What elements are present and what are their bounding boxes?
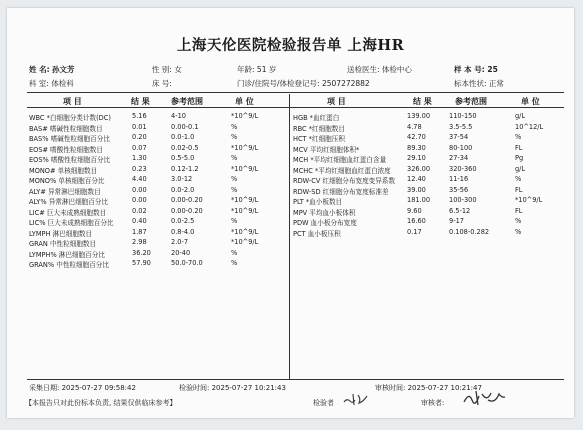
left-result-header: 结 果 (131, 97, 150, 106)
reference-range: 20-40 (171, 248, 191, 257)
test-result: 39.00 (407, 185, 426, 194)
table-top-rule (27, 92, 564, 93)
reference-range: 320-360 (449, 164, 477, 173)
reference-range: 50.0-70.0 (171, 259, 203, 267)
name-field (29, 64, 75, 75)
tester-label: 检验者 (313, 399, 334, 407)
test-unit: FL (515, 185, 523, 194)
specimen-field (454, 78, 504, 89)
table-row (293, 144, 565, 155)
test-result: 12.40 (407, 175, 426, 183)
reference-range: 0.5-5.0 (171, 154, 195, 162)
bed-field (152, 78, 172, 89)
test-name: MONO# 单核细胞数目 (29, 166, 98, 175)
review-time: 2025-07-27 10:21:47 (407, 384, 482, 392)
reference-range: 0.0-2.0 (171, 185, 195, 194)
test-unit: *10^9/L (231, 206, 259, 215)
lab-report-page (7, 8, 574, 418)
test-result: 1.87 (132, 227, 147, 236)
test-unit: % (231, 175, 238, 183)
table-row (29, 112, 287, 123)
test-result: 0.00 (132, 185, 147, 194)
table-row (29, 123, 287, 134)
specimen-value: 正常 (488, 79, 504, 88)
reference-range: 0.0-2.5 (171, 217, 195, 225)
test-name: LIC% 巨大未成熟细胞百分比 (29, 219, 114, 227)
test-result: 0.20 (132, 133, 147, 141)
test-time: 2025-07-27 10:21:43 (211, 384, 286, 392)
tester-signature (341, 390, 371, 412)
reference-range: 3.5-5.5 (449, 122, 473, 131)
test-name: EOS# 嗜酸性粒细胞数目 (29, 145, 103, 154)
test-unit: % (515, 227, 522, 236)
reference-range: 9-17 (449, 217, 464, 225)
test-name: PLT *血小板数目 (293, 198, 343, 206)
table-row (29, 186, 287, 197)
table-row (29, 217, 287, 228)
test-name: EOS% 嗜酸性粒细胞百分比 (29, 156, 111, 164)
test-name: LYMPH 淋巴细胞数目 (29, 229, 93, 238)
test-unit: 10^12/L (515, 122, 544, 131)
column-divider (289, 94, 290, 379)
reference-range: 110-150 (449, 112, 477, 120)
reference-range: 100-300 (449, 196, 477, 204)
test-result: 16.60 (407, 217, 426, 225)
age-field (237, 64, 276, 75)
right-item-header: 项 目 (327, 97, 346, 106)
table-row (293, 196, 565, 207)
name-label: 姓 名: (29, 65, 50, 74)
test-name: GRAN% 中性粒细胞百分比 (29, 261, 109, 269)
test-result: 0.40 (132, 217, 147, 225)
test-time-label: 检验时间: (179, 384, 210, 392)
reference-range: 35-56 (449, 185, 469, 194)
table-row (293, 207, 565, 218)
test-unit: % (515, 217, 522, 225)
reference-range: 4-10 (171, 112, 186, 120)
test-name: MPV 平均血小板体积 (293, 208, 356, 217)
patient-name: 孙文芳 (52, 65, 75, 74)
test-name: RBC *红细胞数目 (293, 124, 345, 133)
test-unit: % (231, 217, 238, 225)
table-row (29, 228, 287, 239)
test-name: ALY# 异常淋巴细胞数目 (29, 187, 101, 196)
reference-range: 0.108-0.282 (449, 227, 490, 236)
test-unit: % (515, 133, 522, 141)
reference-range: 2.0-7 (171, 238, 189, 246)
test-result: 0.17 (407, 227, 422, 236)
table-row (293, 165, 565, 176)
test-unit: g/L (515, 164, 526, 173)
reviewer-label: 审核者: (421, 399, 445, 407)
test-name: LYMPH% 淋巴细胞百分比 (29, 250, 105, 259)
left-unit-header: 单 位 (235, 97, 254, 106)
left-range-header: 参考范围 (171, 97, 203, 106)
test-result: 0.23 (132, 164, 147, 173)
reference-range: 0.00-0.1 (171, 122, 199, 131)
specimen-label: 标本性状: (454, 79, 487, 88)
test-unit: *10^9/L (231, 196, 259, 204)
dept-field (29, 78, 74, 89)
test-unit: *10^9/L (231, 143, 259, 152)
report-title: 上海天伦医院检验报告单 上海HR (176, 37, 405, 54)
table-row (29, 175, 287, 186)
table-header-rule (27, 107, 564, 108)
collect-time-field (29, 383, 136, 393)
reference-range: 11-16 (449, 175, 469, 183)
test-name: LIC# 巨大未成熟细胞数目 (29, 208, 107, 217)
test-name: BAS# 嗜碱性粒细胞数目 (29, 124, 103, 133)
dept-value: 体检科 (51, 79, 74, 88)
test-unit: % (231, 133, 238, 141)
test-result: 0.00 (132, 196, 147, 204)
test-name: MCH *平均红细胞血红蛋白含量 (293, 156, 387, 164)
patient-age: 51 岁 (256, 65, 277, 74)
test-unit: % (231, 122, 238, 131)
test-result: 0.07 (132, 143, 147, 152)
test-result: 36.20 (132, 248, 151, 257)
test-unit: FL (515, 143, 523, 152)
test-name: MONO% 单核细胞百分比 (29, 177, 105, 185)
table-row (29, 165, 287, 176)
test-time-field (179, 383, 286, 393)
test-unit: % (231, 248, 238, 257)
test-name: MCHC *平均红细胞血红蛋白浓度 (293, 166, 391, 175)
sample-label: 样 本 号: (454, 65, 485, 74)
test-unit: FL (515, 206, 523, 215)
patient-gender: 女 (174, 65, 182, 74)
test-result: 9.60 (407, 206, 422, 215)
registration-number: 2507272882 (321, 79, 370, 88)
test-result: 57.90 (132, 259, 151, 267)
test-unit: % (515, 175, 522, 183)
test-unit: % (231, 259, 238, 267)
test-result: 4.78 (407, 122, 422, 131)
test-result: 5.16 (132, 112, 147, 120)
test-result: 2.98 (132, 238, 147, 246)
table-row (293, 217, 565, 228)
collect-time: 2025-07-27 09:58:42 (61, 384, 136, 392)
test-unit: *10^9/L (231, 238, 259, 246)
test-result: 29.10 (407, 154, 426, 162)
test-name: RDW-SD 红细胞分布宽度标准差 (293, 187, 389, 196)
reference-range: 37-54 (449, 133, 469, 141)
reference-range: 0.02-0.5 (171, 143, 199, 152)
test-unit: % (231, 154, 238, 162)
table-row (29, 154, 287, 165)
test-name: BAS% 嗜碱性粒细胞百分比 (29, 135, 110, 143)
test-unit: *10^9/L (231, 227, 259, 236)
test-result: 4.40 (132, 175, 147, 183)
sample-number: 25 (487, 65, 498, 74)
test-name: WBC *白细胞分类计数(DC) (29, 114, 111, 122)
left-item-header: 项 目 (63, 97, 82, 106)
reference-range: 6.5-12 (449, 206, 471, 215)
test-result: 1.30 (132, 154, 147, 162)
report-disclaimer: 【本报告只对此份标本负责, 结果仅供临床参考】 (25, 399, 177, 407)
test-name: HGB *血红蛋白 (293, 114, 340, 122)
test-name: ALY% 异常淋巴细胞百分比 (29, 198, 109, 206)
table-row (293, 123, 565, 134)
sample-field (454, 64, 498, 75)
test-unit: Pg (515, 154, 524, 162)
table-row (293, 154, 565, 165)
right-unit-header: 单 位 (521, 97, 540, 106)
review-time-label: 审核时间: (375, 384, 406, 392)
right-result-header: 结 果 (413, 97, 432, 106)
table-row (293, 175, 565, 186)
gender-label: 性 别: (152, 65, 172, 74)
test-name: MCV 平均红细胞体积* (293, 145, 360, 154)
test-name: HCT *红细胞压积 (293, 135, 345, 143)
test-unit: *10^9/L (515, 196, 543, 204)
test-name: GRAN 中性粒细胞数目 (29, 240, 97, 248)
reference-range: 0.12-1.2 (171, 164, 199, 173)
table-row (29, 259, 287, 270)
test-name: PDW 血小板分布宽度 (293, 219, 357, 227)
registration-label: 门诊/住院号/体检登记号: (237, 79, 320, 88)
right-range-header: 参考范围 (455, 97, 487, 106)
doctor-label: 送检医生: (347, 65, 380, 74)
table-row (29, 196, 287, 207)
test-unit: % (231, 185, 238, 194)
registration-field (237, 78, 370, 89)
reviewer-signature (461, 388, 507, 412)
reference-range: 0.00-0.20 (171, 206, 203, 215)
gender-field (152, 64, 182, 75)
test-unit: g/L (515, 112, 526, 120)
test-name: RDW-CV 红细胞分布宽度变异系数 (293, 177, 396, 185)
reference-range: 80-100 (449, 143, 473, 152)
test-result: 181.00 (407, 196, 431, 204)
dept-label: 科 室: (29, 79, 49, 88)
reference-range: 0.0-1.0 (171, 133, 195, 141)
reference-range: 0.00-0.20 (171, 196, 203, 204)
table-row (29, 144, 287, 155)
table-row (293, 186, 565, 197)
test-result: 89.30 (407, 143, 426, 152)
test-unit: *10^9/L (231, 112, 259, 120)
table-row (29, 133, 287, 144)
doctor-field (347, 64, 412, 75)
table-row (29, 238, 287, 249)
table-row (293, 133, 565, 144)
table-row (293, 228, 565, 239)
table-row (29, 207, 287, 218)
test-result: 326.00 (407, 164, 431, 173)
collect-label: 采集日期: (29, 384, 60, 392)
test-unit: *10^9/L (231, 164, 259, 173)
table-bottom-rule (27, 379, 564, 380)
test-result: 42.70 (407, 133, 426, 141)
test-result: 139.00 (407, 112, 431, 120)
age-label: 年龄: (237, 65, 255, 74)
test-result: 0.01 (132, 122, 147, 131)
bed-label: 床 号: (152, 79, 172, 88)
test-result: 0.02 (132, 206, 147, 215)
reference-range: 0.8-4.0 (171, 227, 195, 236)
reference-range: 3.0-12 (171, 175, 193, 183)
test-name: PCT 血小板压积 (293, 229, 341, 238)
reference-range: 27-34 (449, 154, 469, 162)
doctor-name: 体检中心 (381, 65, 412, 74)
table-row (29, 249, 287, 260)
table-row (293, 112, 565, 123)
